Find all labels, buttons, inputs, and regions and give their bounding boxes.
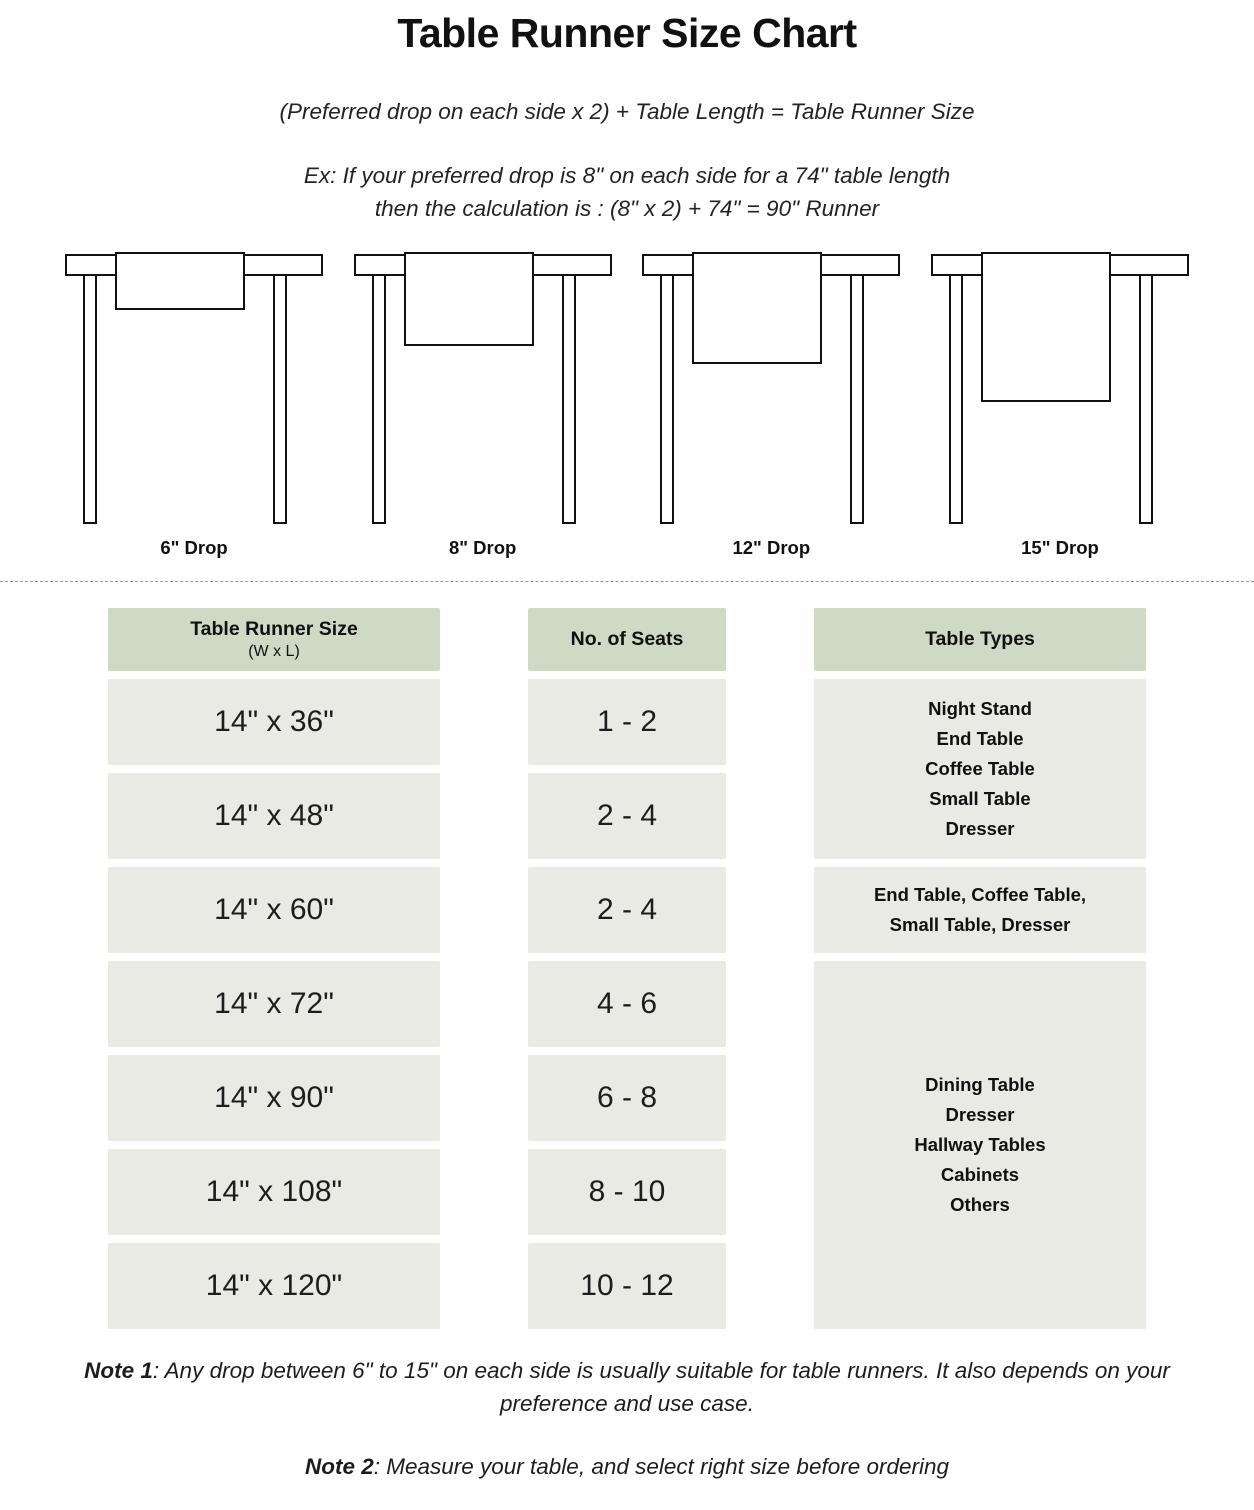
example-line-2: then the calculation is : (8" x 2) + 74" = 90" Runner [374,195,880,221]
example-line-1: Ex: If your preferred drop is 8" on each side for a 74" table length [303,163,951,188]
table-row: 8 - 10 [528,1149,726,1235]
header-runner-size-sublabel: (W x L) [248,643,300,661]
table-with-runner-8in-drop-icon [347,247,619,527]
table-with-runner-6in-drop-icon [58,247,330,527]
drop-label-12in: 12" Drop [732,537,811,559]
table-row: 2 - 4 [528,867,726,953]
notes-section [0,1355,1254,1483]
table-row: End Table, Coffee Table, Small Table, Dresser [814,867,1146,953]
illustration-8in [347,247,619,559]
header-table-types-label: Table Types [925,628,1035,651]
illustration-15in [924,247,1196,559]
header-table-types [814,608,1146,671]
example-text [0,160,1254,225]
size-table [0,608,1254,1337]
column-runner-sizes [108,608,440,1337]
drop-illustrations [0,247,1254,559]
table-row: 1 - 2 [528,679,726,765]
formula-text: (Preferred drop on each side x 2) + Table Length = Table Runner Size [279,99,975,124]
note-2-label: Note 2 [304,1453,374,1479]
header-seats-label: No. of Seats [570,628,684,651]
table-row: 14" x 108" [108,1149,440,1235]
table-row: 14" x 72" [108,961,440,1047]
size-chart-page [0,10,1254,1510]
illustration-6in [58,247,330,559]
column-table-types [814,608,1146,1337]
note-1-label: Note 1 [84,1358,153,1384]
note-2 [60,1451,1194,1484]
table-row: 6 - 8 [528,1055,726,1141]
illustration-12in [635,247,907,559]
table-row: 10 - 12 [528,1243,726,1329]
table-row: Dining Table Dresser Hallway Tables Cabinets Others [814,961,1146,1329]
page-title: Table Runner Size Chart [397,10,857,56]
header-runner-size-label: Table Runner Size [190,618,358,641]
table-row: 2 - 4 [528,773,726,859]
note-1 [60,1355,1194,1420]
table-row: 14" x 60" [108,867,440,953]
column-seats [528,608,726,1337]
drop-label-15in: 15" Drop [1021,537,1099,559]
header-seats [528,608,726,671]
table-row: 14" x 48" [108,773,440,859]
header-runner-size [108,608,440,671]
section-divider [0,581,1254,582]
table-row: 14" x 120" [108,1243,440,1329]
table-with-runner-15in-drop-icon [924,247,1196,527]
table-with-runner-12in-drop-icon [635,247,907,527]
table-row: Night Stand End Table Coffee Table Small Table Dresser [814,679,1146,859]
drop-label-8in: 8" Drop [448,537,517,559]
note-2-text: : Measure your table, and select right size before ordering [373,1453,950,1479]
drop-label-6in: 6" Drop [160,537,228,559]
table-row: 14" x 36" [108,679,440,765]
note-1-text: : Any drop between 6" to 15" on each side is usually suitable for table runners. It also depends on your preference and use case. [152,1358,1170,1416]
table-row: 4 - 6 [528,961,726,1047]
table-row: 14" x 90" [108,1055,440,1141]
